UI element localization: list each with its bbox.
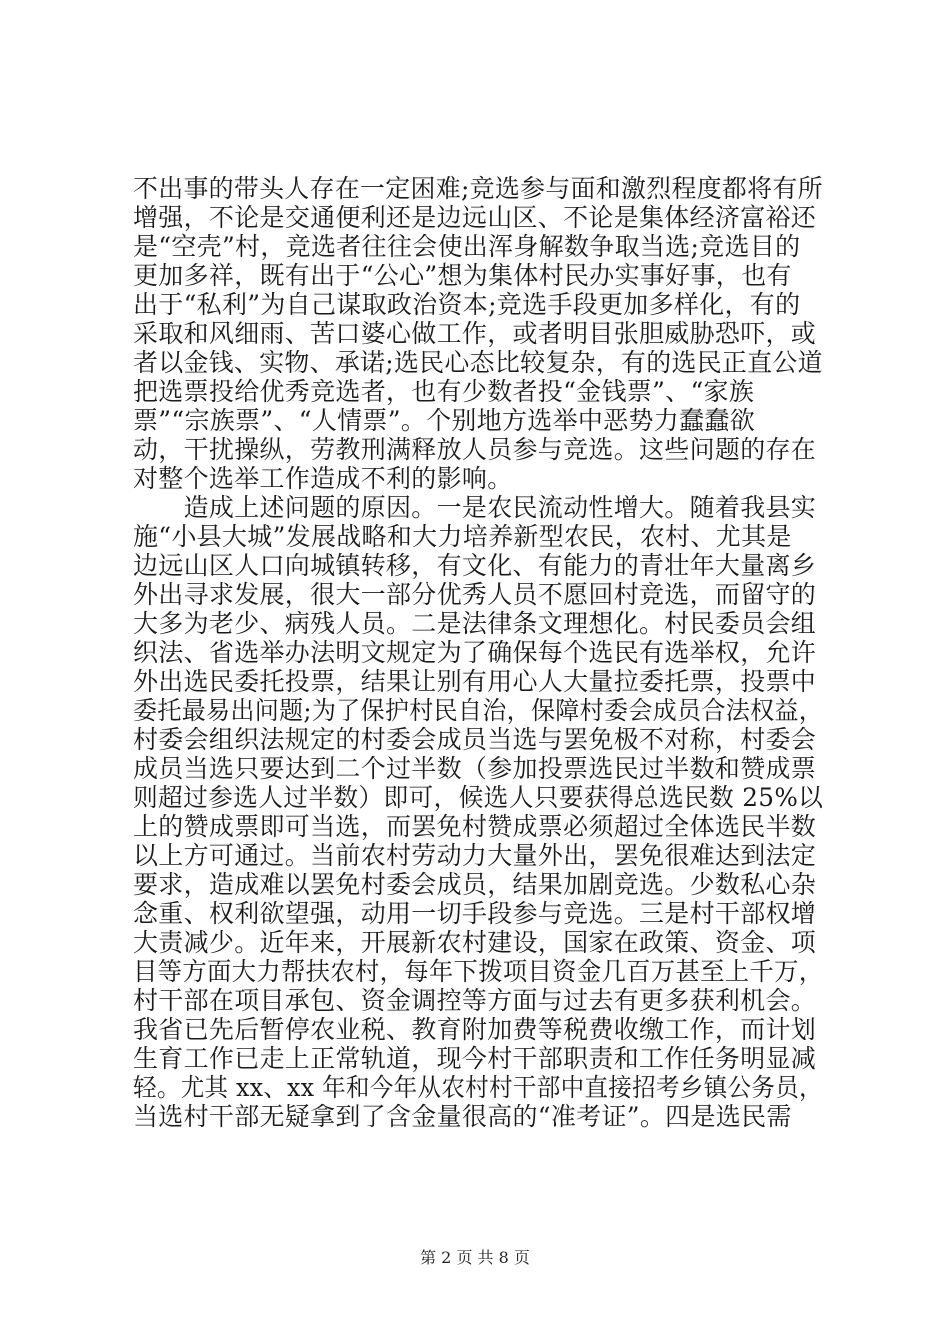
text-line: 目等方面大力帮扶农村，每年下拨项目资金几百万甚至上千万， [133,957,824,986]
text-line: 生育工作已走上正常轨道，现今村干部职责和工作任务明显减 [133,1044,817,1073]
page-number-footer: 第 2 页 共 8 页 [420,1248,530,1267]
text-line: 边远山区人口向城镇转移，有文化、有能力的青壮年大量离乡 [133,551,817,580]
text-line: 村委会组织法规定的村委会成员当选与罢免极不对称，村委会 [133,725,817,754]
body-text [133,174,823,1131]
text-line: 成员当选只要达到二个过半数（参加投票选民过半数和赞成票 [133,754,817,783]
text-line: 增强，不论是交通便利还是边远山区、不论是集体经济富裕还 [133,203,817,232]
text-line: 对整个选举工作造成不利的影响。 [133,464,513,493]
text-line: 出于“私利”为自己谋取政治资本;竞选手段更加多样化，有的 [133,290,801,319]
text-line: 大责减少。近年来，开展新农村建设，国家在政策、资金、项 [133,928,817,957]
text-line: 大多为老少、病残人员。二是法律条文理想化。村民委员会组 [133,609,817,638]
text-line: 村干部在项目承包、资金调控等方面与过去有更多获利机会。 [133,986,817,1015]
text-line: 不出事的带头人存在一定困难;竞选参与面和激烈程度都将有所 [133,174,823,203]
text-line: 者以金钱、实物、承诺;选民心态比较复杂，有的选民正直公道 [133,348,823,377]
text-line: 采取和风细雨、苦口婆心做工作，或者明目张胆威胁恐吓，或 [133,319,817,348]
text-line: 以上方可通过。当前农村劳动力大量外出，罢免很难达到法定 [133,841,817,870]
text-line: 是“空壳”村，竞选者往往会使出浑身解数争取当选;竞选目的 [133,232,801,261]
text-line: 轻。尤其 xx、xx 年和今年从农村村干部中直接招考乡镇公务员， [133,1073,823,1102]
text-line: 更加多祥，既有出于“公心”想为集体村民办实事好事，也有 [133,261,792,290]
text-line: 织法、省选举办法明文规定为了确保每个选民有选举权，允许 [133,638,817,667]
text-line: 造成上述问题的原因。一是农民流动性增大。随着我县实 [133,493,817,522]
text-line: 要求，造成难以罢免村委会成员，结果加剧竞选。少数私心杂 [133,870,817,899]
text-line: 把选票投给优秀竞选者，也有少数者投“金钱票”、“家族 [133,377,755,406]
text-line: 外出选民委托投票，结果让别有用心人大量拉委托票，投票中 [133,667,817,696]
text-line: 施“小县大城”发展战略和大力培养新型农民，农村、尤其是 [133,522,792,551]
text-line: 动，干扰操纵，劳教刑满释放人员参与竞选。这些问题的存在 [133,435,817,464]
text-line: 外出寻求发展，很大一部分优秀人员不愿回村竞选，而留守的 [133,580,817,609]
text-line: 我省已先后暂停农业税、教育附加费等税费收缴工作，而计划 [133,1015,817,1044]
text-line: 当选村干部无疑拿到了含金量很高的“准考证”。四是选民需 [133,1102,792,1131]
text-line: 则超过参选人过半数）即可，候选人只要获得总选民数 25%以 [133,783,824,812]
text-line: 委托最易出问题;为了保护村民自治，保障村委会成员合法权益， [133,696,824,725]
text-line: 票”“宗族票”、“人情票”。个别地方选举中恶势力蠢蠢欲 [133,406,756,435]
text-line: 上的赞成票即可当选，而罢免村赞成票必须超过全体选民半数 [133,812,817,841]
text-line: 念重、权利欲望强，动用一切手段参与竞选。三是村干部权增 [133,899,817,928]
